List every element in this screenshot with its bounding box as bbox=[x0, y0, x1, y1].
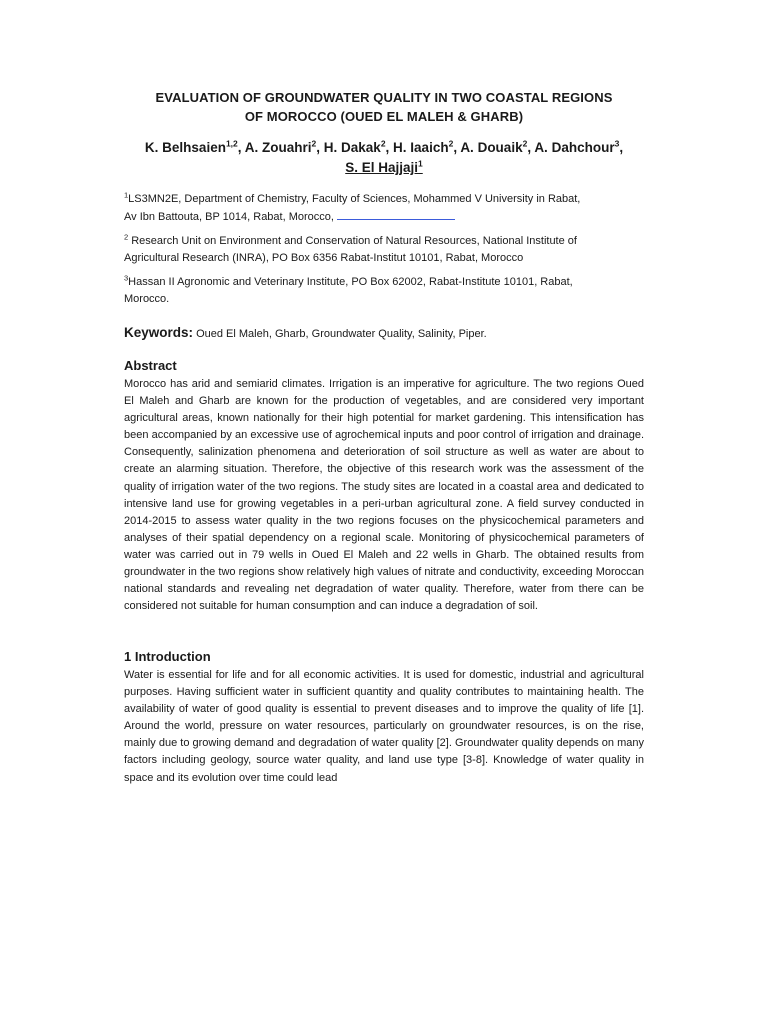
affiliation-1-address: Av Ibn Battouta, BP 1014, Rabat, Morocco, bbox=[124, 211, 334, 223]
author-zouahri-affil: 2 bbox=[311, 138, 317, 149]
paper-title bbox=[124, 88, 644, 126]
author-zouahri: , A. Zouahri bbox=[237, 140, 312, 155]
author-belhsaien: K. Belhsaien bbox=[144, 140, 226, 155]
author-list bbox=[124, 138, 644, 178]
introduction-heading: 1 Introduction bbox=[124, 649, 211, 664]
introduction-body: Water is essential for life and for all economic activities. It is used for domestic, industrial and agricultural purposes. Having sufficient water in sufficient quantity and quality contributes to maintaining health. The availability of water of good quality is essential to prevent diseases and to improve the quality of life [1]. Around the world, pressure on water resources, particularly on groundwater resources, is on the rise, mainly due to growing demand and degradation of water quality [2]. Groundwater quality depends on many factors including geology, source water quality, and land use type [3-8]. Knowledge of water quality in space and its evolution over time could lead bbox=[124, 669, 644, 784]
author-dahchour-affil: 3 bbox=[614, 138, 620, 149]
author-dahchour: , A. Dahchour bbox=[527, 140, 615, 155]
affiliation-1-line-1 bbox=[124, 191, 644, 208]
affiliation-3-line-2: Morocco. bbox=[124, 293, 170, 305]
affiliation-1-line-2 bbox=[124, 208, 644, 226]
author-douaik-affil: 2 bbox=[522, 138, 528, 149]
keywords-label: Keywords: bbox=[124, 325, 194, 340]
affiliation-3-text: Hassan II Agronomic and Veterinary Institute, PO Box 62002, Rabat-Institute 10101, Rabat, bbox=[128, 276, 573, 288]
author-belhsaien-affil: 1,2 bbox=[225, 138, 238, 149]
keywords-text: Oued El Maleh, Gharb, Groundwater Quality, Salinity, Piper. bbox=[193, 328, 487, 340]
affiliation-1 bbox=[124, 191, 644, 226]
affiliation-3-marker: 3 bbox=[124, 273, 129, 283]
author-el-hajjaji: S. El Hajjaji bbox=[345, 160, 419, 175]
author-dakak: , H. Dakak bbox=[316, 140, 381, 155]
affiliation-2-line-1 bbox=[124, 233, 644, 250]
author-line-1 bbox=[124, 138, 644, 158]
author-iaaich: , H. Iaaich bbox=[385, 140, 449, 155]
affiliation-2-line-2: Agricultural Research (INRA), PO Box 6356 Rabat-Institut 10101, Rabat, Morocco bbox=[124, 252, 524, 264]
author-iaaich-affil: 2 bbox=[448, 138, 454, 149]
abstract-heading: Abstract bbox=[124, 358, 177, 373]
affiliation-1-text: LS3MN2E, Department of Chemistry, Faculty of Sciences, Mohammed V University in Rabat, bbox=[128, 193, 581, 205]
author-line-2 bbox=[124, 158, 644, 178]
affiliation-2-marker: 2 bbox=[124, 232, 129, 242]
affiliation-3-line-1 bbox=[124, 274, 644, 291]
affiliation-2-text: Research Unit on Environment and Conservation of Natural Resources, National Institute of bbox=[128, 235, 577, 247]
affiliation-1-marker: 1 bbox=[124, 190, 129, 200]
affiliation-2 bbox=[124, 233, 644, 267]
author-el-hajjaji-affil: 1 bbox=[418, 158, 423, 169]
abstract-body: Morocco has arid and semiarid climates. Irrigation is an imperative for agriculture. The two regions Oued El Maleh and Gharb are known for the production of vegetables, and are considered very important agricultural areas, known nationally for their high potential for market gardening. This intensification has been accompanied by an excessive use of agrochemical inputs and poor control of irrigation and drainage. Consequently, salinization phenomena and deterioration of soil structure as well as water are about to create an alarming situation. Therefore, the objective of this research work was the assessment of the quality of irrigation water of the two regions. The study sites are located in a coastal area and dedicated to intensive land use for growing vegetables in a peri-urban agricultural zone. A field survey conducted in 2014-2015 to assess water quality in the two regions focuses on the physicochemical parameters and analyses of their spatial dependency on a regional scale. Monitoring of physicochemical parameters of water was carried out in 79 wells in Oued El Maleh and 22 wells in Gharb. The obtained results from groundwater in the two regions show relatively high values of nitrate and conductivity, exceeding Moroccan national standards and revealing net degradation of water quality. Therefore, water from there can be considered not suitable for human consumption and can induce a degradation of soil. bbox=[124, 378, 644, 613]
keywords bbox=[124, 323, 644, 344]
author-el-hajjaji-corresponding bbox=[345, 160, 423, 175]
affiliation-3 bbox=[124, 274, 644, 308]
author-dakak-affil: 2 bbox=[380, 138, 386, 149]
paper-title-line-1: EVALUATION OF GROUNDWATER QUALITY IN TWO COASTAL REGIONS bbox=[155, 90, 613, 105]
paper-title-line-2: OF MOROCCO (OUED EL MALEH & GHARB) bbox=[244, 109, 524, 124]
author-douaik: , A. Douaik bbox=[453, 140, 523, 155]
author-separator: , bbox=[619, 140, 624, 155]
email-link[interactable] bbox=[337, 208, 455, 220]
